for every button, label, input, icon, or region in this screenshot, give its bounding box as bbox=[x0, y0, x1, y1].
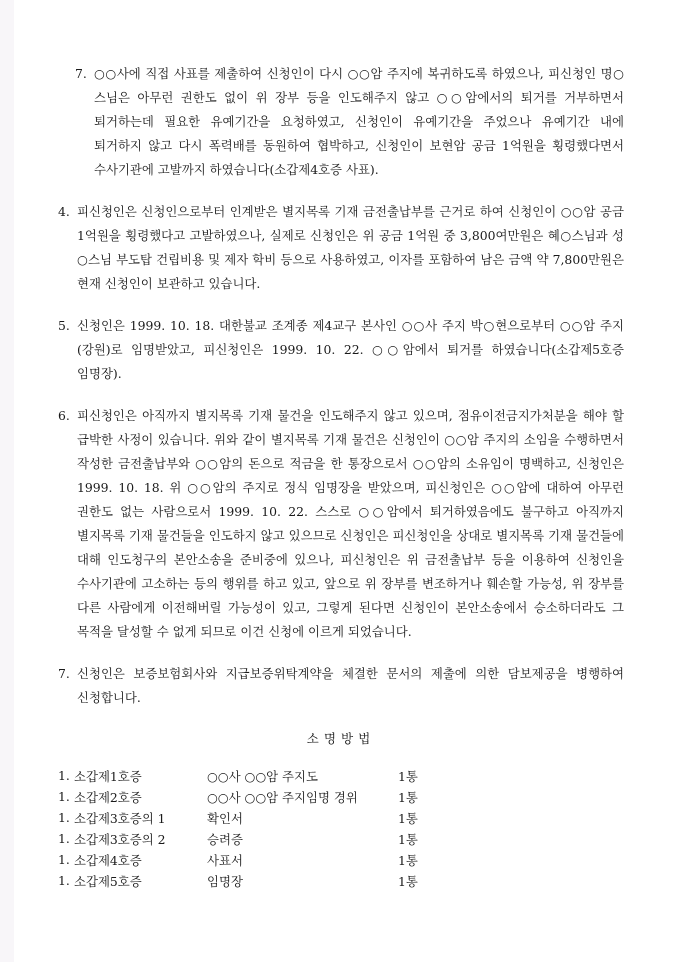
paragraph-number: 5. bbox=[58, 318, 70, 333]
evidence-count: 1통 bbox=[398, 831, 418, 847]
paragraph-number: 6. bbox=[58, 408, 70, 423]
evidence-list bbox=[58, 765, 418, 891]
evidence-row bbox=[58, 807, 418, 828]
evidence-number: 1. bbox=[58, 810, 70, 825]
evidence-name: 소갑제5호증 bbox=[74, 873, 142, 889]
evidence-row bbox=[58, 786, 418, 807]
paragraph-7b bbox=[58, 662, 624, 710]
evidence-section-title: 소명방법 bbox=[306, 731, 376, 746]
evidence-name: 소갑제3호증의 2 bbox=[74, 831, 166, 847]
page-left-margin-strip bbox=[0, 0, 14, 962]
paragraph-6 bbox=[58, 404, 624, 644]
evidence-count: 1통 bbox=[398, 789, 418, 805]
evidence-row bbox=[58, 870, 418, 891]
evidence-row bbox=[58, 849, 418, 870]
paragraph-number: 7. bbox=[75, 66, 87, 81]
evidence-row bbox=[58, 828, 418, 849]
paragraph-text: ○○사에 직접 사표를 제출하여 신청인이 다시 ○○암 주지에 복귀하도록 하였으나, 피신청인 명○스님은 아무런 권한도 없이 위 장부 등을 인도해주지 않고 ○○암에서의 퇴거를 거부하면서 퇴거하는데 필요한 유예기간을 요청하였고, 신청인이 유예기간을 주었으나 유예기간 내에 퇴거하지 않고 다시 폭력배를 동원하여 협박하고, 신청인이 보현암 공금 1억원을 횡령했다면서 수사기관에 고발까지 하였습니다(소갑제4호증 사표). bbox=[94, 66, 624, 177]
evidence-number: 1. bbox=[58, 831, 70, 846]
evidence-description: ○○사 ○○암 주지임명 경위 bbox=[207, 789, 358, 805]
evidence-name: 소갑제1호증 bbox=[74, 768, 142, 784]
evidence-number: 1. bbox=[58, 852, 70, 867]
evidence-description: 확인서 bbox=[207, 810, 243, 826]
evidence-description: 임명장 bbox=[207, 873, 243, 889]
evidence-number: 1. bbox=[58, 873, 70, 888]
paragraph-number: 4. bbox=[58, 204, 70, 219]
paragraph-text: 피신청인은 신청인으로부터 인계받은 별지목록 기재 금전출납부를 근거로 하여 신청인이 ○○암 공금 1억원을 횡령했다고 고발하였으나, 실제로 신청인은 위 공금 1억원 중 3,800여만원은 혜○스님과 성○스님 부도탑 건립비용 및 제자 학비 등으로 사용하였고, 이자를 포함하여 남은 금액 약 7,800만원은 현재 신청인이 보관하고 있습니다. bbox=[77, 204, 624, 291]
evidence-name: 소갑제2호증 bbox=[74, 789, 142, 805]
paragraph-number: 7. bbox=[58, 666, 70, 681]
evidence-description: 사표서 bbox=[207, 852, 243, 868]
evidence-number: 1. bbox=[58, 768, 70, 783]
evidence-number: 1. bbox=[58, 789, 70, 804]
evidence-name: 소갑제3호증의 1 bbox=[74, 810, 166, 826]
evidence-name: 소갑제4호증 bbox=[74, 852, 142, 868]
paragraph-text: 피신청인은 아직까지 별지목록 기재 물건을 인도해주지 않고 있으며, 점유이전금지가처분을 해야 할 급박한 사정이 있습니다. 위와 같이 별지목록 기재 물건은 신청인이 ○○암 주지의 소임을 수행하면서 작성한 금전출납부와 ○○암의 돈으로 적금을 한 통장으로서 ○○암의 소유임이 명백하고, 신청인은 1999. 10. 18. 위 ○○암의 주지로 정식 임명장을 받았으며, 피신청인은 ○○암에 대하여 아무런 권한도 없는 사람으로서 1999. 10. 22. 스스로 ○○암에서 퇴거하였음에도 불구하고 아직까지 별지목록 기재 물건들을 인도하지 않고 있으므로 신청인은 피신청인을 상대로 별지목록 기재 물건들에 대해 인도청구의 본안소송을 준비중에 있으나, 피신청인은 위 금전출납부 등을 이용하여 신청인을 수사기관에 고소하는 등의 행위를 하고 있고, 앞으로 위 장부를 변조하거나 훼손할 가능성, 위 장부를 다른 사람에게 이전해버릴 가능성이 있고, 그렇게 된다면 신청인이 본안소송에서 승소하더라도 그 목적을 달성할 수 없게 되므로 이건 신청에 이르게 되었습니다. bbox=[77, 408, 624, 639]
evidence-description: ○○사 ○○암 주지도 bbox=[207, 768, 318, 784]
evidence-row bbox=[58, 765, 418, 786]
paragraph-text: 신청인은 보증보험회사와 지급보증위탁계약을 체결한 문서의 제출에 의한 담보제공을 병행하여 신청합니다. bbox=[77, 666, 624, 705]
paragraph-text: 신청인은 1999. 10. 18. 대한불교 조계종 제4교구 본사인 ○○사 주지 박○현으로부터 ○○암 주지(강원)로 임명받았고, 피신청인은 1999. 10. 22. ○○암에서 퇴거를 하였습니다(소갑제5호증 임명장). bbox=[77, 318, 624, 381]
document-page bbox=[58, 62, 624, 891]
paragraph-7a bbox=[58, 62, 624, 182]
evidence-count: 1통 bbox=[398, 852, 418, 868]
evidence-count: 1통 bbox=[398, 873, 418, 889]
evidence-count: 1통 bbox=[398, 810, 418, 826]
paragraph-4 bbox=[58, 200, 624, 296]
evidence-count: 1통 bbox=[398, 768, 418, 784]
evidence-description: 승려증 bbox=[207, 831, 243, 847]
paragraph-5 bbox=[58, 314, 624, 386]
